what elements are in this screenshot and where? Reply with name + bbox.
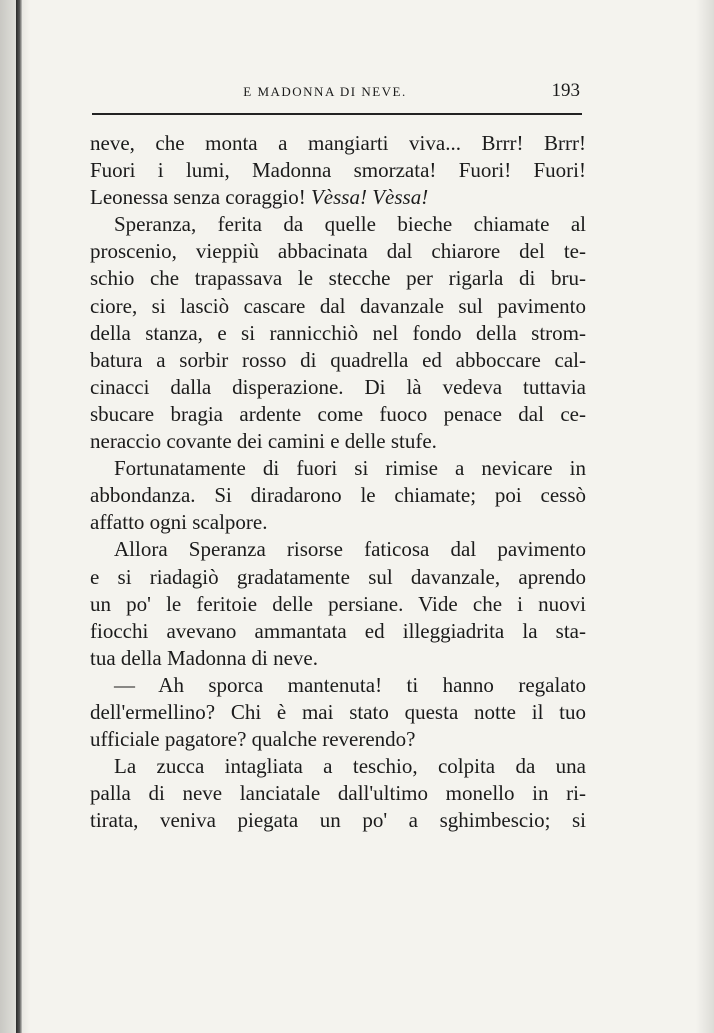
text-line: palla di neve lanciatale dall'ultimo monello in ri- [90, 781, 586, 806]
text-line: proscenio, vieppiù abbacinata dal chiarore del te- [90, 239, 586, 264]
page-number: 193 [551, 80, 580, 101]
text-line: batura a sorbir rosso di quadrella ed abboccare cal- [90, 347, 586, 372]
text-line: abbondanza. Si diradarono le chiamate; poi cessò [90, 483, 586, 508]
header-rule [92, 113, 582, 115]
italic-exclamation: Vèssa! Vèssa! [310, 185, 429, 210]
text-line: ciore, si lasciò cascare dal davanzale sul pavimento [90, 293, 586, 318]
text-line: fiocchi avevano ammantata ed illeggiadrita la sta- [90, 618, 586, 643]
paragraph-last-line: tua della Madonna di neve. [90, 645, 319, 670]
paragraph-first-line: — Ah sporca mantenuta! ti hanno regalato [114, 672, 586, 697]
text-line: Fuori i lumi, Madonna smorzata! Fuori! Fuori! [90, 158, 586, 183]
text-line: neve, che monta a mangiarti viva... Brrr! Brrr! [90, 131, 586, 155]
text-line: tirata, veniva piegata un po' a sghimbescio; si [90, 808, 586, 833]
paragraph-first-line: La zucca intagliata a teschio, colpita da una [114, 754, 586, 779]
text-line: dell'ermellino? Chi è mai stato questa notte il tuo [90, 699, 586, 724]
paragraph-last-line: affatto ogni scalpore. [90, 510, 268, 535]
paragraph-first-line: Speranza, ferita da quelle bieche chiamate al [114, 212, 586, 237]
page-edge-shadow [696, 0, 714, 1033]
text-line: cinacci dalla disperazione. Di là vedeva tuttavia [90, 374, 586, 399]
text-line: della stanza, e si rannicchiò nel fondo della strom- [90, 320, 586, 345]
text-line: schio che trapassava le stecche per rigarla di bru- [90, 266, 586, 291]
paragraph-last-line: neraccio covante dei camini e delle stufe. [90, 429, 437, 454]
text-line: e si riadagiò gradatamente sul davanzale, aprendo [90, 564, 586, 589]
text-line [90, 184, 586, 211]
text-line: un po' le feritoie delle persiane. Vide che i nuovi [90, 591, 586, 616]
running-head [92, 80, 582, 104]
page-gutter-shadow [0, 0, 30, 1033]
binding-edge [16, 0, 22, 1033]
text-line: sbucare bragia ardente come fuoco penace dal ce- [90, 401, 586, 426]
body-text [90, 130, 586, 834]
text-line-roman: Leonessa senza coraggio! [90, 185, 311, 210]
paragraph-first-line: Fortunatamente di fuori si rimise a nevicare in [114, 456, 586, 481]
running-title: E MADONNA DI NEVE. [243, 84, 407, 99]
paragraph-last-line: ufficiale pagatore? qualche reverendo? [90, 727, 416, 752]
paragraph-first-line: Allora Speranza risorse faticosa dal pavimento [114, 537, 586, 562]
